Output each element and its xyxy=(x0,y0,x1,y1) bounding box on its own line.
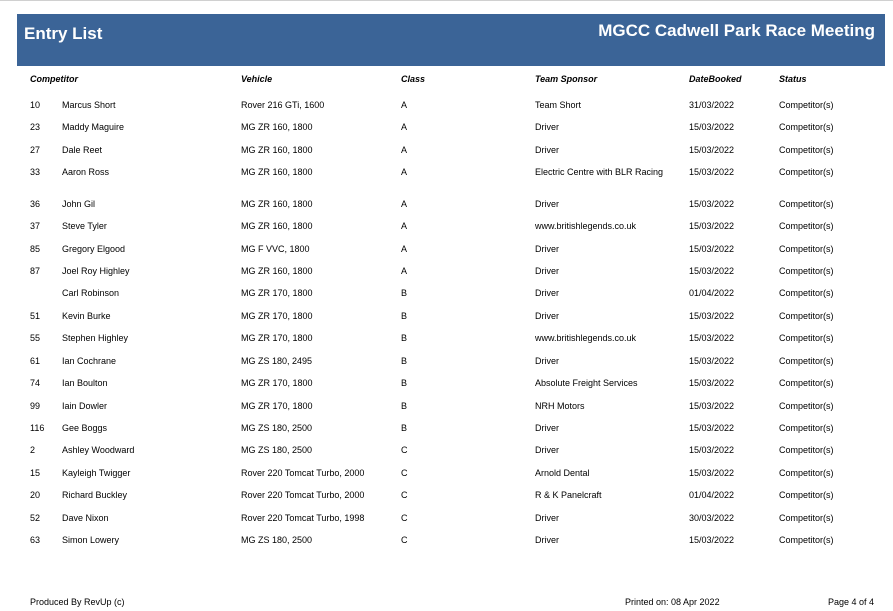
top-divider xyxy=(0,0,893,1)
produced-by: Produced By RevUp (c) xyxy=(30,597,125,607)
class-cell: C xyxy=(401,445,408,455)
class-cell: C xyxy=(401,490,408,500)
competitor-name-cell: Maddy Maguire xyxy=(62,122,125,132)
date-booked-cell: 15/03/2022 xyxy=(689,244,735,254)
class-cell: A xyxy=(401,122,408,132)
table-row xyxy=(0,286,893,306)
table-row xyxy=(0,354,893,374)
team-sponsor-cell: Driver xyxy=(535,266,559,276)
competitor-name-cell: Dave Nixon xyxy=(62,513,109,523)
competitor-name-cell: Stephen Highley xyxy=(62,333,129,343)
team-sponsor-cell: R & K Panelcraft xyxy=(535,490,602,500)
date-booked-cell: 15/03/2022 xyxy=(689,145,735,155)
status-cell: Competitor(s) xyxy=(779,445,834,455)
vehicle-cell: MG ZR 160, 1800 xyxy=(241,145,313,155)
status-cell: Competitor(s) xyxy=(779,423,834,433)
status-cell: Competitor(s) xyxy=(779,266,834,276)
team-sponsor-cell: NRH Motors xyxy=(535,401,585,411)
competitor-name-cell: Gee Boggs xyxy=(62,423,108,433)
competitor-number-cell: 36 xyxy=(30,199,41,209)
date-booked-cell: 15/03/2022 xyxy=(689,221,735,231)
column-header-competitor: Competitor xyxy=(30,74,78,84)
table-row xyxy=(0,443,893,463)
date-booked-cell: 15/03/2022 xyxy=(689,122,735,132)
date-booked-cell: 15/03/2022 xyxy=(689,401,735,411)
table-row xyxy=(0,143,893,163)
class-cell: A xyxy=(401,244,408,254)
competitor-number-cell: 23 xyxy=(30,122,41,132)
table-row xyxy=(0,197,893,217)
date-booked-cell: 01/04/2022 xyxy=(689,490,735,500)
competitor-name-cell: Ian Boulton xyxy=(62,378,108,388)
class-cell: C xyxy=(401,513,408,523)
column-header-team-sponsor: Team Sponsor xyxy=(535,74,598,84)
date-booked-cell: 15/03/2022 xyxy=(689,266,735,276)
competitor-number-cell: 99 xyxy=(30,401,41,411)
team-sponsor-cell: Driver xyxy=(535,288,559,298)
date-booked-cell: 15/03/2022 xyxy=(689,311,735,321)
meeting-title: MGCC Cadwell Park Race Meeting xyxy=(598,21,875,40)
competitor-number-cell: 63 xyxy=(30,535,41,545)
competitor-name-cell: Ian Cochrane xyxy=(62,356,117,366)
competitor-name-cell: Aaron Ross xyxy=(62,167,110,177)
vehicle-cell: MG ZS 180, 2500 xyxy=(241,423,313,433)
status-cell: Competitor(s) xyxy=(779,468,834,478)
table-row xyxy=(0,98,893,118)
class-cell: B xyxy=(401,401,408,411)
status-cell: Competitor(s) xyxy=(779,145,834,155)
status-cell: Competitor(s) xyxy=(779,333,834,343)
competitor-number-cell: 51 xyxy=(30,311,41,321)
competitor-number-cell: 37 xyxy=(30,221,41,231)
printed-on: Printed on: 08 Apr 2022 xyxy=(625,597,720,607)
competitor-number-cell: 20 xyxy=(30,490,41,500)
competitor-number-cell: 15 xyxy=(30,468,41,478)
vehicle-cell: MG ZR 170, 1800 xyxy=(241,288,313,298)
table-row xyxy=(0,219,893,239)
vehicle-cell: Rover 216 GTi, 1600 xyxy=(241,100,325,110)
team-sponsor-cell: Driver xyxy=(535,423,559,433)
competitor-name-cell: Marcus Short xyxy=(62,100,116,110)
table-row xyxy=(0,165,893,185)
column-header-vehicle: Vehicle xyxy=(241,74,273,84)
report-title: Entry List xyxy=(24,24,103,43)
team-sponsor-cell: Driver xyxy=(535,356,559,366)
competitor-number-cell: 52 xyxy=(30,513,41,523)
competitor-number-cell: 10 xyxy=(30,100,41,110)
competitor-number-cell: 2 xyxy=(30,445,36,455)
class-cell: A xyxy=(401,100,408,110)
status-cell: Competitor(s) xyxy=(779,311,834,321)
competitor-number-cell: 87 xyxy=(30,266,41,276)
competitor-name-cell: Kevin Burke xyxy=(62,311,111,321)
competitor-name-cell: Steve Tyler xyxy=(62,221,107,231)
competitor-number-cell: 116 xyxy=(30,423,45,433)
competitor-number-cell: 85 xyxy=(30,244,41,254)
class-cell: C xyxy=(401,468,408,478)
status-cell: Competitor(s) xyxy=(779,401,834,411)
team-sponsor-cell: www.britishlegends.co.uk xyxy=(535,333,637,343)
column-header-date-booked: DateBooked xyxy=(689,74,742,84)
date-booked-cell: 30/03/2022 xyxy=(689,513,735,523)
date-booked-cell: 15/03/2022 xyxy=(689,356,735,366)
competitor-name-cell: John Gil xyxy=(62,199,96,209)
status-cell: Competitor(s) xyxy=(779,378,834,388)
date-booked-cell: 15/03/2022 xyxy=(689,378,735,388)
team-sponsor-cell: Driver xyxy=(535,244,559,254)
vehicle-cell: MG ZR 170, 1800 xyxy=(241,311,313,321)
date-booked-cell: 15/03/2022 xyxy=(689,333,735,343)
vehicle-cell: MG ZS 180, 2500 xyxy=(241,535,313,545)
table-row xyxy=(0,309,893,329)
vehicle-cell: Rover 220 Tomcat Turbo, 1998 xyxy=(241,513,365,523)
table-row xyxy=(0,120,893,140)
competitor-number-cell: 27 xyxy=(30,145,41,155)
column-header-status: Status xyxy=(779,74,807,84)
table-row xyxy=(0,242,893,262)
competitor-name-cell: Joel Roy Highley xyxy=(62,266,130,276)
table-row xyxy=(0,331,893,351)
competitor-number-cell: 33 xyxy=(30,167,41,177)
page-number: Page 4 of 4 xyxy=(827,597,874,607)
competitor-name-cell: Simon Lowery xyxy=(62,535,120,545)
competitor-number-cell: 74 xyxy=(30,378,41,388)
class-cell: B xyxy=(401,378,408,388)
status-cell: Competitor(s) xyxy=(779,122,834,132)
team-sponsor-cell: Driver xyxy=(535,535,559,545)
team-sponsor-cell: Driver xyxy=(535,199,559,209)
competitor-name-cell: Richard Buckley xyxy=(62,490,128,500)
class-cell: B xyxy=(401,423,408,433)
class-cell: A xyxy=(401,199,408,209)
status-cell: Competitor(s) xyxy=(779,288,834,298)
competitor-number-cell: 61 xyxy=(30,356,41,366)
status-cell: Competitor(s) xyxy=(779,244,834,254)
date-booked-cell: 31/03/2022 xyxy=(689,100,735,110)
class-cell: B xyxy=(401,311,408,321)
report-header xyxy=(17,14,885,66)
date-booked-cell: 15/03/2022 xyxy=(689,468,735,478)
class-cell: C xyxy=(401,535,408,545)
table-row xyxy=(0,421,893,441)
class-cell: A xyxy=(401,221,408,231)
class-cell: A xyxy=(401,167,408,177)
team-sponsor-cell: Driver xyxy=(535,445,559,455)
team-sponsor-cell: Driver xyxy=(535,122,559,132)
table-row xyxy=(0,466,893,486)
team-sponsor-cell: Team Short xyxy=(535,100,582,110)
vehicle-cell: MG F VVC, 1800 xyxy=(241,244,310,254)
vehicle-cell: MG ZR 170, 1800 xyxy=(241,333,313,343)
status-cell: Competitor(s) xyxy=(779,100,834,110)
class-cell: B xyxy=(401,333,408,343)
competitor-name-cell: Iain Dowler xyxy=(62,401,108,411)
class-cell: A xyxy=(401,145,408,155)
status-cell: Competitor(s) xyxy=(779,167,834,177)
date-booked-cell: 15/03/2022 xyxy=(689,535,735,545)
vehicle-cell: Rover 220 Tomcat Turbo, 2000 xyxy=(241,490,365,500)
table-row xyxy=(0,264,893,284)
vehicle-cell: MG ZR 160, 1800 xyxy=(241,266,313,276)
date-booked-cell: 15/03/2022 xyxy=(689,445,735,455)
status-cell: Competitor(s) xyxy=(779,490,834,500)
date-booked-cell: 15/03/2022 xyxy=(689,423,735,433)
vehicle-cell: MG ZR 160, 1800 xyxy=(241,167,313,177)
competitor-name-cell: Gregory Elgood xyxy=(62,244,126,254)
vehicle-cell: MG ZS 180, 2495 xyxy=(241,356,313,366)
class-cell: B xyxy=(401,288,408,298)
team-sponsor-cell: Driver xyxy=(535,145,559,155)
vehicle-cell: Rover 220 Tomcat Turbo, 2000 xyxy=(241,468,365,478)
status-cell: Competitor(s) xyxy=(779,535,834,545)
column-header-class: Class xyxy=(401,74,426,84)
team-sponsor-cell: www.britishlegends.co.uk xyxy=(535,221,637,231)
vehicle-cell: MG ZS 180, 2500 xyxy=(241,445,313,455)
vehicle-cell: MG ZR 160, 1800 xyxy=(241,122,313,132)
vehicle-cell: MG ZR 160, 1800 xyxy=(241,199,313,209)
table-row xyxy=(0,399,893,419)
table-row xyxy=(0,533,893,553)
competitor-number-cell: 55 xyxy=(30,333,41,343)
vehicle-cell: MG ZR 170, 1800 xyxy=(241,378,313,388)
status-cell: Competitor(s) xyxy=(779,513,834,523)
competitor-name-cell: Carl Robinson xyxy=(62,288,120,298)
class-cell: B xyxy=(401,356,408,366)
team-sponsor-cell: Arnold Dental xyxy=(535,468,590,478)
vehicle-cell: MG ZR 160, 1800 xyxy=(241,221,313,231)
status-cell: Competitor(s) xyxy=(779,221,834,231)
status-cell: Competitor(s) xyxy=(779,356,834,366)
date-booked-cell: 15/03/2022 xyxy=(689,199,735,209)
team-sponsor-cell: Driver xyxy=(535,311,559,321)
date-booked-cell: 01/04/2022 xyxy=(689,288,735,298)
table-row xyxy=(0,376,893,396)
class-cell: A xyxy=(401,266,408,276)
date-booked-cell: 15/03/2022 xyxy=(689,167,735,177)
vehicle-cell: MG ZR 170, 1800 xyxy=(241,401,313,411)
status-cell: Competitor(s) xyxy=(779,199,834,209)
table-row xyxy=(0,488,893,508)
team-sponsor-cell: Driver xyxy=(535,513,559,523)
team-sponsor-cell: Absolute Freight Services xyxy=(535,378,638,388)
competitor-name-cell: Ashley Woodward xyxy=(62,445,135,455)
team-sponsor-cell: Electric Centre with BLR Racing xyxy=(535,167,664,177)
competitor-name-cell: Kayleigh Twigger xyxy=(62,468,131,478)
table-row xyxy=(0,511,893,531)
competitor-name-cell: Dale Reet xyxy=(62,145,103,155)
